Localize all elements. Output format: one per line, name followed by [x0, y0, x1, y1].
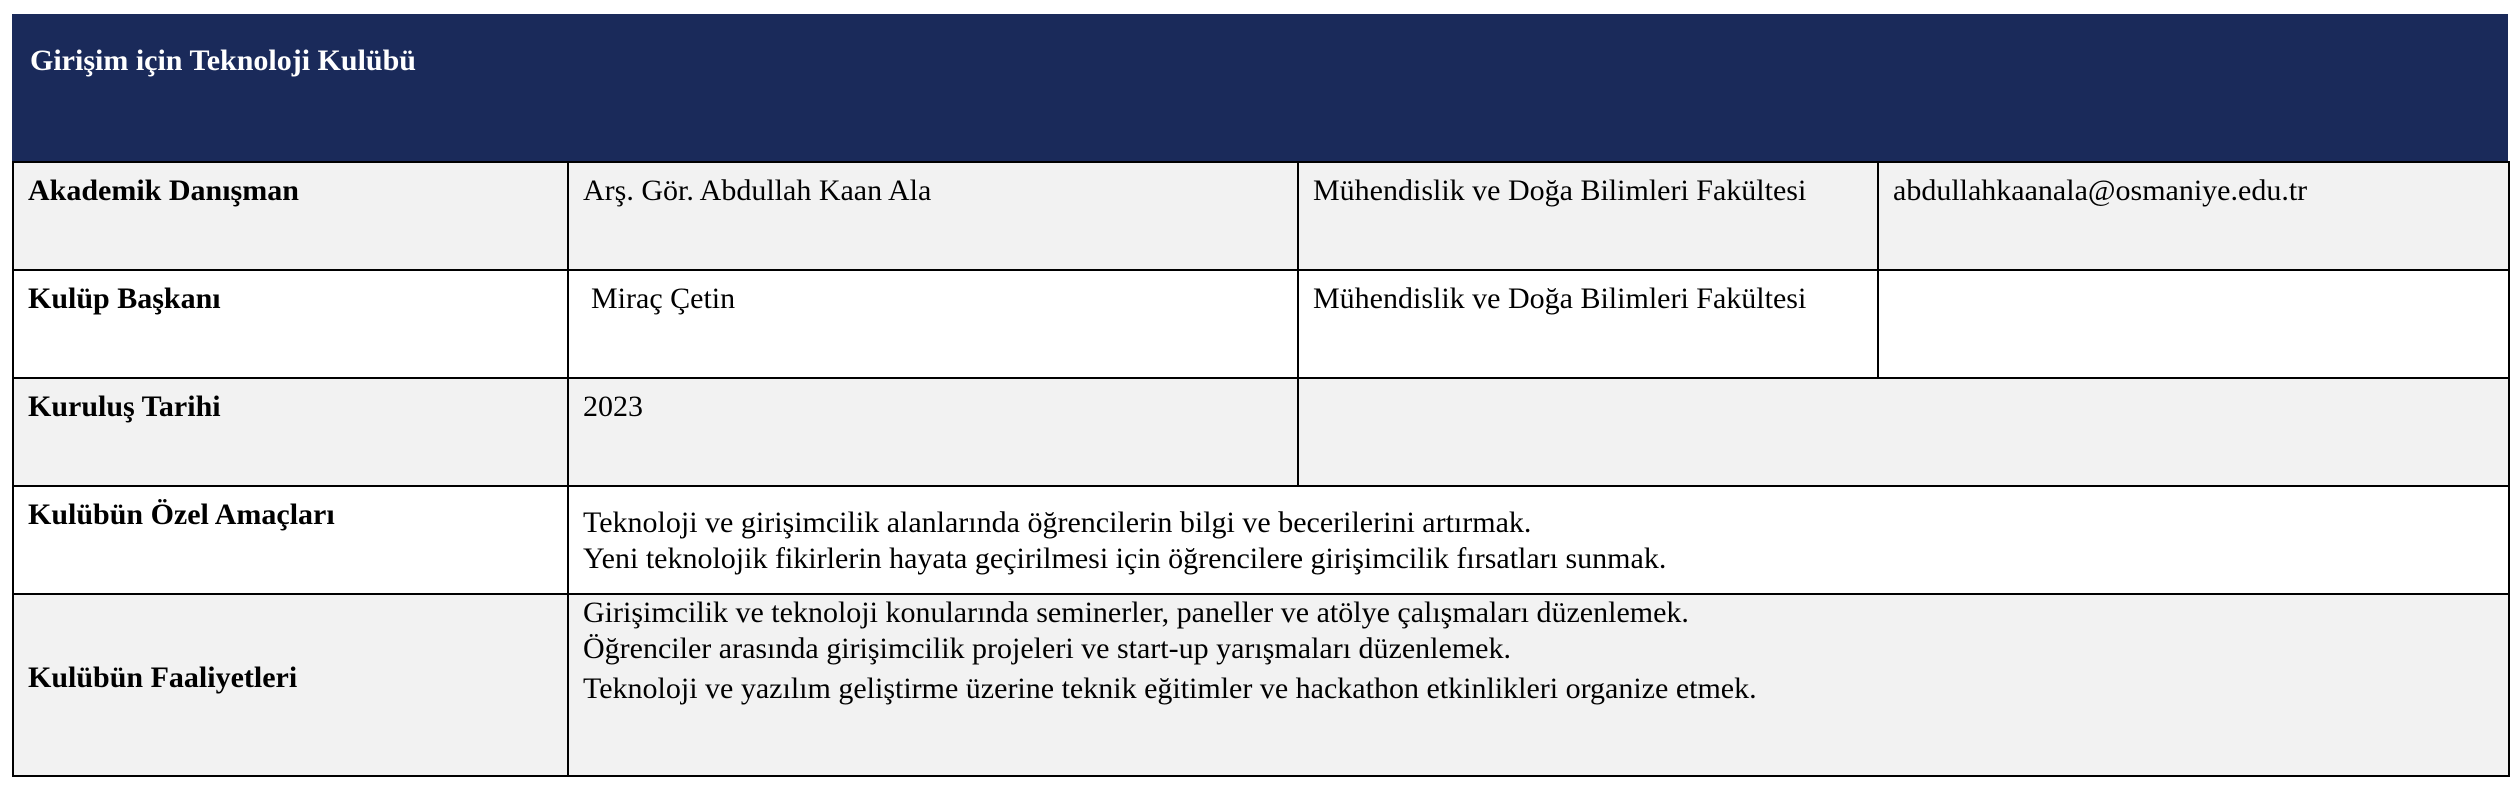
activities-row	[13, 594, 2509, 776]
founded-value: 2023	[568, 378, 1298, 486]
advisor-faculty: Mühendislik ve Doğa Bilimleri Fakültesi	[1298, 162, 1878, 270]
activities-label: Kulübün Faaliyetleri	[13, 594, 568, 776]
president-row	[13, 270, 2509, 378]
purposes-label: Kulübün Özel Amaçları	[13, 486, 568, 594]
advisor-row	[13, 162, 2509, 270]
purpose-item: Yeni teknolojik fikirlerin hayata geçirilmesi için öğrencilere girişimcilik fırsatları sunmak.	[583, 542, 1667, 575]
club-title-header	[12, 14, 2508, 161]
president-email	[1878, 270, 2509, 378]
advisor-name: Arş. Gör. Abdullah Kaan Ala	[568, 162, 1298, 270]
president-label: Kulüp Başkanı	[13, 270, 568, 378]
purposes-row	[13, 486, 2509, 594]
founded-label: Kuruluş Tarihi	[13, 378, 568, 486]
activity-item: Girişimcilik ve teknoloji konularında seminerler, paneller ve atölye çalışmaları düzenlemek.	[583, 596, 1689, 629]
president-name: Miraç Çetin	[568, 270, 1298, 378]
activities-content	[568, 594, 2509, 776]
activity-item: Öğrenciler arasında girişimcilik projeleri ve start-up yarışmaları düzenlemek.	[583, 632, 1511, 665]
club-info-table	[12, 161, 2510, 777]
president-faculty: Mühendislik ve Doğa Bilimleri Fakültesi	[1298, 270, 1878, 378]
advisor-email[interactable]: abdullahkaanala@osmaniye.edu.tr	[1878, 162, 2509, 270]
purposes-content	[568, 486, 2509, 594]
founded-row	[13, 378, 2509, 486]
advisor-label: Akademik Danışman	[13, 162, 568, 270]
club-info-sheet	[12, 14, 2508, 777]
activity-item: Teknoloji ve yazılım geliştirme üzerine teknik eğitimler ve hackathon etkinlikleri organize etmek.	[583, 672, 1757, 705]
founded-empty-cell	[1298, 378, 2509, 486]
purpose-item: Teknoloji ve girişimcilik alanlarında öğrencilerin bilgi ve becerilerini artırmak.	[583, 506, 1532, 539]
club-title: Girişim için Teknoloji Kulübü	[30, 44, 416, 77]
